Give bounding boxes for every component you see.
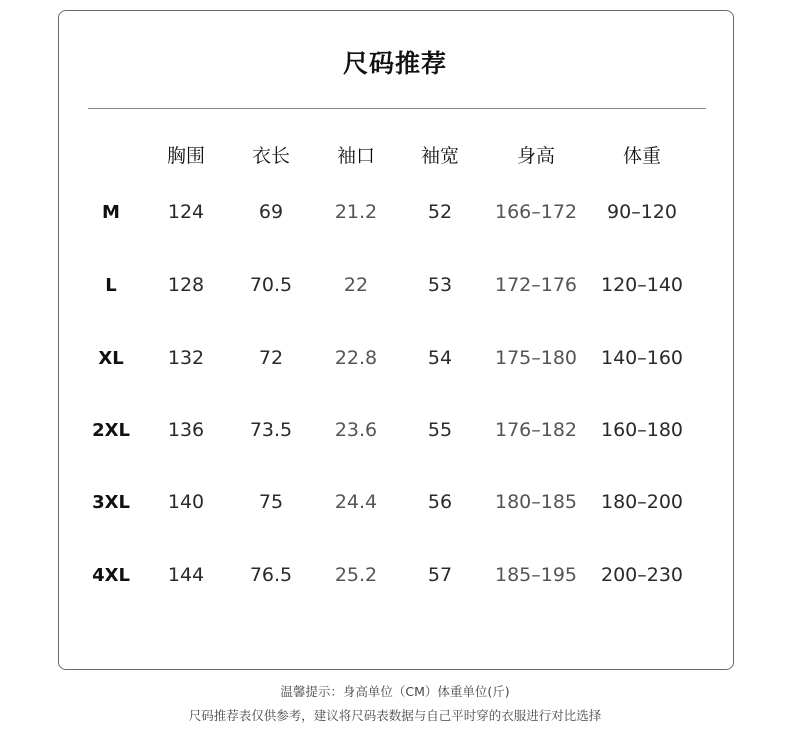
cell-2xl-weight: 160–180 bbox=[600, 419, 684, 441]
cell-4xl-cuff: 25.2 bbox=[334, 564, 378, 586]
cell-3xl-sleeve-width: 56 bbox=[427, 491, 453, 513]
cell-4xl-sleeve-width: 57 bbox=[427, 564, 453, 586]
cell-xl-sleeve-width: 54 bbox=[427, 347, 453, 369]
cell-2xl-length: 73.5 bbox=[249, 419, 293, 441]
column-header-height: 身高 bbox=[516, 145, 556, 167]
size-label-4xl: 4XL bbox=[92, 565, 130, 586]
size-label-2xl: 2XL bbox=[92, 420, 130, 441]
cell-m-cuff: 21.2 bbox=[334, 201, 378, 223]
column-header-length: 衣长 bbox=[251, 145, 291, 167]
cell-3xl-height: 180–185 bbox=[494, 491, 578, 513]
cell-m-sleeve-width: 52 bbox=[427, 201, 453, 223]
chart-title: 尺码推荐 bbox=[342, 49, 447, 78]
column-header-chest: 胸围 bbox=[166, 145, 206, 167]
cell-2xl-cuff: 23.6 bbox=[334, 419, 378, 441]
cell-xl-length: 72 bbox=[258, 347, 284, 369]
cell-4xl-weight: 200–230 bbox=[600, 564, 684, 586]
size-label-3xl: 3XL bbox=[92, 492, 130, 513]
cell-m-chest: 124 bbox=[167, 201, 205, 223]
cell-xl-cuff: 22.8 bbox=[334, 347, 378, 369]
cell-xl-chest: 132 bbox=[167, 347, 205, 369]
cell-4xl-chest: 144 bbox=[167, 564, 205, 586]
cell-l-cuff: 22 bbox=[343, 274, 369, 296]
cell-2xl-height: 176–182 bbox=[494, 419, 578, 441]
column-header-sleeve-width: 袖宽 bbox=[420, 145, 460, 167]
column-header-weight: 体重 bbox=[622, 145, 662, 167]
size-label-xl: XL bbox=[98, 348, 124, 369]
footer-note-advice: 尺码推荐表仅供参考，建议将尺码表数据与自己平时穿的衣服进行对比选择 bbox=[188, 708, 602, 723]
cell-xl-weight: 140–160 bbox=[600, 347, 684, 369]
cell-l-chest: 128 bbox=[167, 274, 205, 296]
cell-3xl-weight: 180–200 bbox=[600, 491, 684, 513]
cell-xl-height: 175–180 bbox=[494, 347, 578, 369]
cell-m-weight: 90–120 bbox=[607, 201, 677, 223]
cell-l-weight: 120–140 bbox=[600, 274, 684, 296]
cell-l-sleeve-width: 53 bbox=[427, 274, 453, 296]
cell-2xl-chest: 136 bbox=[167, 419, 205, 441]
cell-m-length: 69 bbox=[258, 201, 284, 223]
size-label-m: M bbox=[102, 202, 120, 223]
footer-note-units: 温馨提示：身高单位（CM）体重单位(斤) bbox=[280, 684, 510, 699]
column-header-cuff: 袖口 bbox=[336, 145, 376, 167]
cell-l-height: 172–176 bbox=[494, 274, 578, 296]
cell-4xl-height: 185–195 bbox=[494, 564, 578, 586]
cell-3xl-length: 75 bbox=[258, 491, 284, 513]
cell-3xl-chest: 140 bbox=[167, 491, 205, 513]
cell-l-length: 70.5 bbox=[249, 274, 293, 296]
cell-2xl-sleeve-width: 55 bbox=[427, 419, 453, 441]
cell-m-height: 166–172 bbox=[494, 201, 578, 223]
title-divider bbox=[88, 108, 706, 109]
size-label-l: L bbox=[105, 275, 117, 296]
cell-4xl-length: 76.5 bbox=[249, 564, 293, 586]
cell-3xl-cuff: 24.4 bbox=[334, 491, 378, 513]
